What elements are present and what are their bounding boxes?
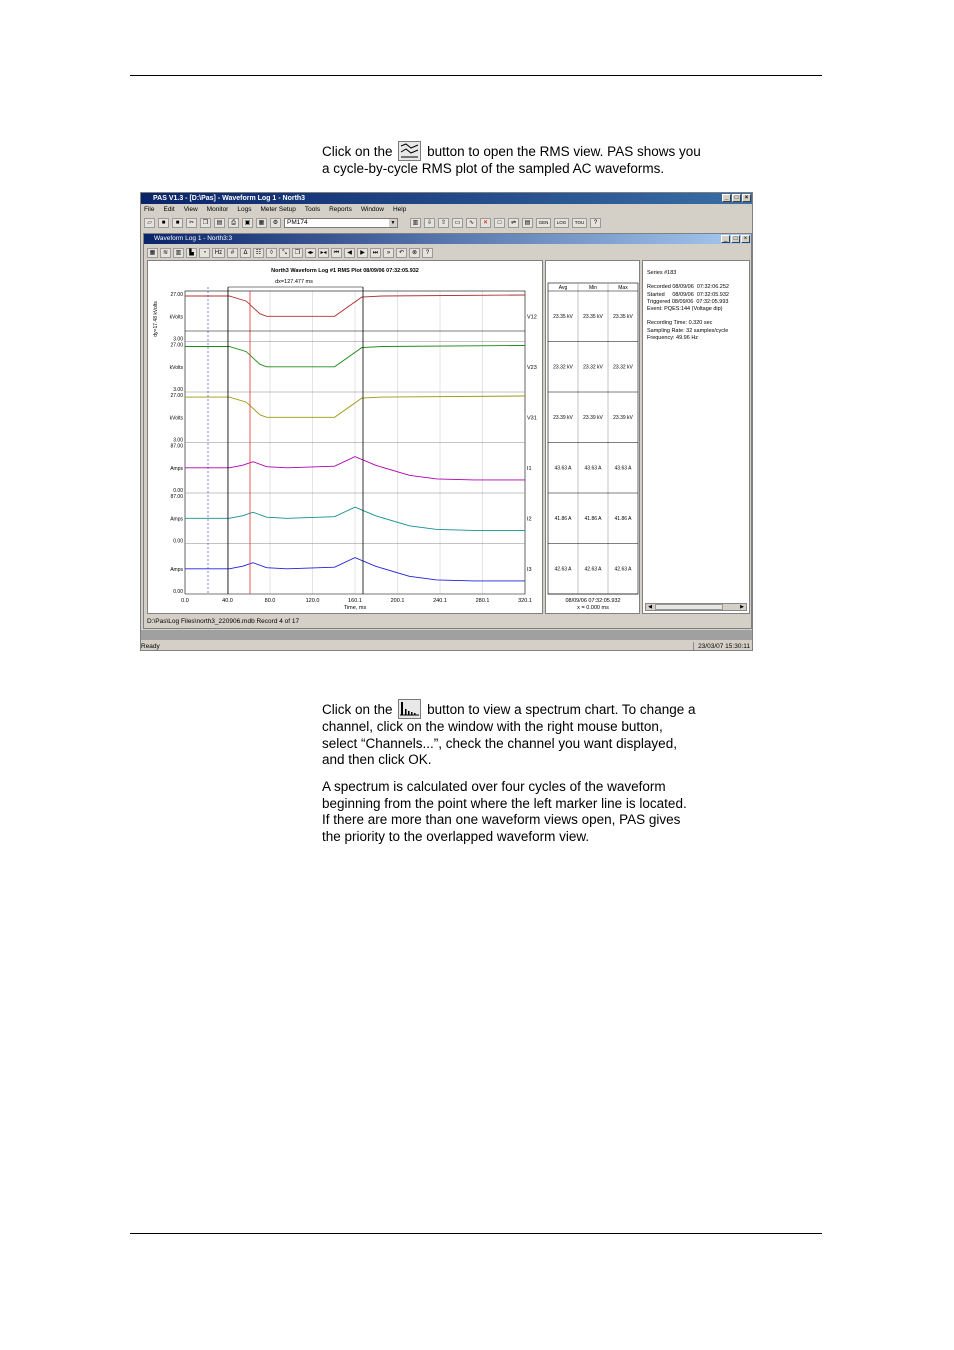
channel-top-tick: 27.00 xyxy=(170,292,183,298)
para3-line4: the priority to the overlapped waveform view. xyxy=(322,828,590,844)
channel-unit: kVolts xyxy=(169,314,183,321)
channel-bottom-tick: 3.00 xyxy=(173,387,183,393)
rms-plot-chart[interactable] xyxy=(148,261,542,613)
spectrum-view-icon[interactable]: ▙ xyxy=(186,248,197,258)
preview-icon[interactable]: ▣ xyxy=(242,218,253,228)
print-icon[interactable]: ⎙ xyxy=(228,218,239,228)
channel-name: I3 xyxy=(527,566,532,573)
stats-frame xyxy=(548,283,638,594)
menu-file[interactable]: File xyxy=(144,206,155,213)
save-icon[interactable]: ■ xyxy=(158,218,169,228)
monitor-icon[interactable]: ▭ xyxy=(452,218,463,228)
phasor-icon[interactable]: ◔ xyxy=(199,248,210,258)
para3-line3: If there are more than one waveform views open, PAS gives xyxy=(322,812,681,827)
para3-line1: A spectrum is calculated over four cycles of the waveform xyxy=(322,779,666,794)
stats-panel xyxy=(545,260,640,614)
stats-cell: 23.32 kV xyxy=(583,364,603,371)
file-status xyxy=(147,617,299,626)
stats-cell: 23.35 kV xyxy=(553,314,573,320)
cut-icon[interactable]: ✂ xyxy=(186,218,197,228)
child-close-button[interactable]: × xyxy=(741,235,750,243)
stats-cell: 23.32 kV xyxy=(613,364,633,371)
channel-name: I1 xyxy=(527,465,532,472)
intro-before: Click on the xyxy=(322,144,393,159)
download-icon[interactable]: ⇩ xyxy=(424,218,435,228)
waveform-view-icon[interactable]: ▦ xyxy=(147,248,158,258)
intro-line2: a cycle-by-cycle RMS plot of the sampled AC waveforms. xyxy=(322,161,665,176)
menu-edit[interactable]: Edit xyxy=(163,206,175,213)
ready-text: Ready xyxy=(141,643,160,650)
view-help-icon[interactable]: ? xyxy=(422,248,433,258)
stats-cell: 23.39 kV xyxy=(583,415,603,421)
x-tick-label: 280.1 xyxy=(475,598,490,604)
clock-status xyxy=(693,642,750,651)
channel-unit: Amps xyxy=(170,566,183,573)
spectrum-chart-icon xyxy=(398,699,421,719)
channel-bottom-tick: 0.00 xyxy=(173,589,183,595)
x-axis-label: Time, ms xyxy=(343,605,367,611)
stats-table xyxy=(546,261,639,613)
plot-title: North3 Waveform Log #1 RMS Plot 08/09/06 07:32:05.932 xyxy=(271,268,419,274)
next-record-icon[interactable]: ▶ xyxy=(357,248,368,258)
channel-name: V31 xyxy=(527,415,537,422)
stats-cell: 42.63 A xyxy=(584,566,602,573)
grid-icon[interactable]: # xyxy=(227,248,238,258)
app-title: PAS V1.3 - [D:\Pas] - Waveform Log 1 - North3 xyxy=(153,195,306,202)
device-value: PM174 xyxy=(287,219,308,226)
stats-cell: 42.63 A xyxy=(554,566,572,573)
gen-button[interactable]: GEN xyxy=(536,218,551,228)
tou-button[interactable]: TOU xyxy=(572,218,587,228)
channel-unit: Amps xyxy=(170,516,183,523)
channel-unit: kVolts xyxy=(169,415,183,422)
properties-icon[interactable]: ▦ xyxy=(256,218,267,228)
stats-header: Max xyxy=(618,285,628,291)
para2-line4: and then click OK. xyxy=(322,752,432,767)
scroll-right-icon[interactable]: ▶ xyxy=(740,604,744,610)
stats-header: Avg xyxy=(558,285,568,291)
frequency-button[interactable]: Hz xyxy=(212,248,225,258)
info-line: Triggered 08/09/06 07:32:05.993 xyxy=(647,298,729,305)
harmonics-icon[interactable]: ▥ xyxy=(173,248,184,258)
reset-icon[interactable]: ⇌ xyxy=(508,218,519,228)
spectrum-note-paragraph xyxy=(322,779,732,845)
para3-line2: beginning from the point where the left marker line is located. xyxy=(322,795,687,811)
channel-bottom-tick: 0.00 xyxy=(173,538,183,545)
dx-label: dx=127.477 ms xyxy=(275,279,313,285)
waveform-icon[interactable]: ∿ xyxy=(466,218,477,228)
marker-icon[interactable]: ◊ xyxy=(266,248,277,258)
stats-cell: 23.39 kV xyxy=(553,415,573,421)
cancel-icon[interactable]: ⊗ xyxy=(409,248,420,258)
stats-cell: 41.86 A xyxy=(614,516,632,522)
menu-window[interactable]: Window xyxy=(360,206,384,213)
channel-name: I2 xyxy=(527,516,532,523)
header-rule xyxy=(130,75,822,76)
menu-reports[interactable]: Reports xyxy=(329,206,352,213)
stop-icon[interactable]: □ xyxy=(494,218,505,228)
dy-label: dy=17.48 kVolts xyxy=(153,301,159,337)
stats-header: Min xyxy=(588,285,598,291)
footer-rule xyxy=(130,1233,822,1234)
info-line: Sampling Rate: 32 samples/cycle xyxy=(647,327,729,334)
clock-text: 23/03/07 15:30:11 xyxy=(698,643,750,650)
channel-top-tick: 27.00 xyxy=(170,393,183,399)
info-line: Started 08/09/06 07:32:05.932 xyxy=(647,291,729,298)
legend-icon[interactable]: ☷ xyxy=(253,248,264,258)
zoom-in-icon[interactable]: ▸◂ xyxy=(318,248,329,258)
info-line: Event: PQES:144 (Voltage dip) xyxy=(647,306,723,313)
info-line: Frequency: 49.96 Hz xyxy=(647,334,699,341)
record-info xyxy=(647,270,729,342)
zoom-out-icon[interactable]: ◂▸ xyxy=(305,248,316,258)
mdi-divider xyxy=(141,630,752,640)
paste-icon[interactable]: ▤ xyxy=(214,218,225,228)
info-line: Recording Time: 0.320 sec xyxy=(647,320,713,327)
child-title-bar xyxy=(144,234,751,244)
connect-icon[interactable]: ⚙ xyxy=(270,218,281,228)
stats-cell: 42.63 A xyxy=(614,566,632,573)
view-toolbar xyxy=(144,246,751,260)
x-tick-label: 160.1 xyxy=(348,598,362,604)
copy-icon[interactable]: ❐ xyxy=(200,218,211,228)
stats-cell: 23.35 kV xyxy=(583,314,603,320)
child-window-controls xyxy=(721,235,750,243)
info-line xyxy=(647,313,729,320)
menu-logs[interactable]: Logs xyxy=(237,206,252,213)
stats-cell: 23.35 kV xyxy=(613,314,633,320)
main-toolbar xyxy=(141,216,752,230)
channel-top-tick: 87.00 xyxy=(170,443,183,450)
last-record-icon[interactable]: ⏭ xyxy=(370,248,381,258)
zoom-icon[interactable]: ⤡ xyxy=(279,248,290,258)
stats-cell: 43.63 A xyxy=(584,465,602,472)
stats-cell: 23.39 kV xyxy=(613,415,633,421)
menu-help[interactable]: Help xyxy=(392,206,407,213)
stats-cell: 23.32 kV xyxy=(553,364,573,371)
table-icon[interactable]: ▥ xyxy=(410,218,421,228)
channel-name: V23 xyxy=(527,364,537,371)
open-icon[interactable]: ▱ xyxy=(144,218,155,228)
undo-icon[interactable]: ↶ xyxy=(396,248,407,258)
channel-bottom-tick: 0.00 xyxy=(173,488,183,494)
para2-before: Click on the xyxy=(322,702,393,717)
list-icon[interactable]: ▤ xyxy=(522,218,533,228)
x-tick-label: 80.0 xyxy=(264,598,276,604)
upload-icon[interactable]: ⇧ xyxy=(438,218,449,228)
child-title: Waveform Log 1 - North3:3 xyxy=(154,235,233,242)
prev-record-icon[interactable]: ◀ xyxy=(344,248,355,258)
maximize-button[interactable]: □ xyxy=(732,194,741,202)
rms-plot-panel xyxy=(147,260,543,614)
info-panel xyxy=(642,260,750,614)
intro-paragraph xyxy=(322,141,732,178)
pas-screenshot xyxy=(140,192,753,651)
menu-bar xyxy=(141,205,752,215)
info-line xyxy=(647,277,729,284)
menu-view[interactable]: View xyxy=(183,206,198,213)
window-controls xyxy=(722,194,751,202)
delete-icon[interactable]: ✕ xyxy=(480,218,491,228)
x-tick-label: 200.1 xyxy=(390,598,405,604)
menu-meter-setup[interactable]: Meter Setup xyxy=(260,206,296,213)
child-maximize-button[interactable]: □ xyxy=(731,235,740,243)
x-tick-label: 320.1 xyxy=(518,598,532,604)
app-title-bar xyxy=(141,193,752,204)
channel-unit: kVolts xyxy=(169,364,183,371)
x-tick-label: 240.1 xyxy=(433,598,447,604)
channel-unit: Amps xyxy=(170,465,183,472)
scroll-left-icon[interactable]: ◀ xyxy=(648,604,652,610)
ready-status xyxy=(141,642,160,651)
channel-name: V12 xyxy=(527,314,537,321)
stats-cell: 41.86 A xyxy=(554,516,572,522)
x-tick-label: 120.0 xyxy=(305,598,320,604)
file-status-text: D:\Pas\Log Files\north3_220906.mdb Record 4 of 17 xyxy=(147,618,300,625)
spectrum-paragraph xyxy=(322,699,732,769)
stats-footer-x: x = 0.000 ms xyxy=(577,605,609,611)
log-button[interactable]: LOG xyxy=(554,218,569,228)
first-record-icon[interactable]: ⏮ xyxy=(331,248,342,258)
para2-line3: select “Channels...”, check the channel you want displayed, xyxy=(322,735,677,751)
fast-forward-icon[interactable]: » xyxy=(383,248,394,258)
menu-tools[interactable]: Tools xyxy=(304,206,321,213)
device-select[interactable] xyxy=(284,218,398,228)
channel-bottom-tick: 3.00 xyxy=(173,336,183,343)
stats-cell: 43.63 A xyxy=(554,465,572,472)
x-tick-label: 0.0 xyxy=(181,598,189,604)
info-line: Series #183 xyxy=(647,270,677,276)
stats-cell: 43.63 A xyxy=(614,465,632,472)
help-icon[interactable]: ? xyxy=(590,218,601,228)
para2-line2: channel, click on the window with the right mouse button, xyxy=(322,719,663,734)
stats-cell: 41.86 A xyxy=(584,516,602,522)
save-all-icon[interactable]: ■ xyxy=(172,218,183,228)
info-scrollbar[interactable] xyxy=(645,603,747,611)
delta-icon[interactable]: Δ xyxy=(240,248,251,258)
channel-top-tick: 87.00 xyxy=(170,494,183,500)
para2-after: button to view a spectrum chart. To change a xyxy=(427,702,696,717)
channel-bottom-tick: 3.00 xyxy=(173,437,183,444)
channel-top-tick: 27.00 xyxy=(170,342,183,349)
stats-footer-time: 08/09/06 07:32:05.932 xyxy=(565,598,621,604)
chevron-down-icon: ▼ xyxy=(390,220,396,226)
child-minimize-button[interactable]: _ xyxy=(721,235,730,243)
copy-chart-icon[interactable]: ❐ xyxy=(292,248,303,258)
minimize-button[interactable]: _ xyxy=(722,194,731,202)
intro-after: button to open the RMS view. PAS shows you xyxy=(427,144,701,159)
x-tick-label: 40.0 xyxy=(222,598,233,604)
menu-monitor[interactable]: Monitor xyxy=(206,206,229,213)
waveform-log-window xyxy=(143,233,752,629)
scroll-thumb[interactable] xyxy=(655,604,723,610)
close-button[interactable]: × xyxy=(742,194,751,202)
rms-plot-icon xyxy=(398,141,421,161)
info-line: Recorded 08/09/06 07:32:06.252 xyxy=(647,284,729,291)
rms-view-icon[interactable]: ≋ xyxy=(160,248,171,258)
